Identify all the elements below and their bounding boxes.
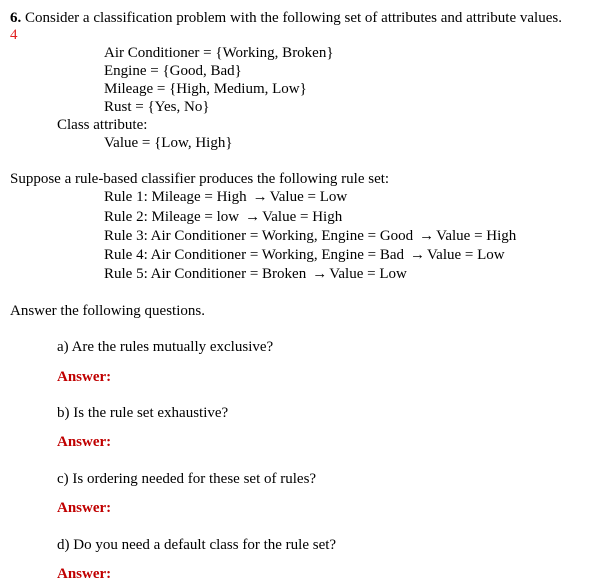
rule-5-condition: Rule 5: Air Conditioner = Broken: [104, 266, 307, 282]
rule-2: [104, 208, 342, 226]
attribute-engine: Engine = {Good, Bad}: [104, 63, 242, 79]
rule-5-conclusion: Value = Low: [329, 266, 407, 282]
answer-label-d: Answer:: [57, 566, 112, 582]
subquestion-d: d) Do you need a default class for the rule set?: [57, 537, 337, 553]
rule-3-conclusion: Value = High: [436, 228, 517, 244]
rule-3: [104, 227, 516, 245]
subquestion-a: a) Are the rules mutually exclusive?: [57, 339, 274, 355]
answer-label-c: Answer:: [57, 500, 112, 516]
rule-1: [104, 188, 347, 206]
rule-1-conclusion: Value = Low: [269, 189, 348, 205]
class-attribute-label: Class attribute:: [57, 117, 148, 133]
attribute-rust: Rust = {Yes, No}: [104, 99, 210, 115]
answer-label-b: Answer:: [57, 434, 112, 450]
rule-2-condition: Rule 2: Mileage = low: [104, 209, 240, 225]
question-points: 4: [10, 27, 18, 43]
rule-2-conclusion: Value = High: [262, 209, 343, 225]
question-text: Consider a classification problem with the following set of attributes and attribute values.: [21, 10, 562, 26]
answer-label-a: Answer:: [57, 369, 112, 385]
right-arrow-icon: →: [410, 247, 425, 263]
right-arrow-icon: →: [419, 228, 435, 244]
rule-3-condition: Rule 3: Air Conditioner = Working, Engine = Good: [104, 228, 414, 244]
right-arrow-icon: →: [245, 209, 261, 225]
rule-4-conclusion: Value = Low: [427, 247, 505, 263]
right-arrow-icon: →: [312, 266, 328, 282]
question-number: 6.: [10, 10, 22, 26]
attribute-air-conditioner: Air Conditioner = {Working, Broken}: [104, 45, 334, 61]
subquestion-c: c) Is ordering needed for these set of rules?: [57, 471, 317, 487]
rule-5: [104, 265, 407, 283]
rule-4: [104, 246, 505, 264]
attribute-mileage: Mileage = {High, Medium, Low}: [104, 81, 307, 97]
rule-4-condition: Rule 4: Air Conditioner = Working, Engine = Bad: [104, 247, 404, 263]
subquestion-b: b) Is the rule set exhaustive?: [57, 405, 229, 421]
answer-intro: Answer the following questions.: [10, 303, 205, 319]
question-header: [10, 9, 562, 27]
rule-1-condition: Rule 1: Mileage = High: [104, 189, 247, 205]
rule-intro: Suppose a rule-based classifier produces the following rule set:: [10, 171, 390, 187]
class-attribute-value: Value = {Low, High}: [104, 135, 233, 151]
right-arrow-icon: →: [252, 189, 268, 205]
